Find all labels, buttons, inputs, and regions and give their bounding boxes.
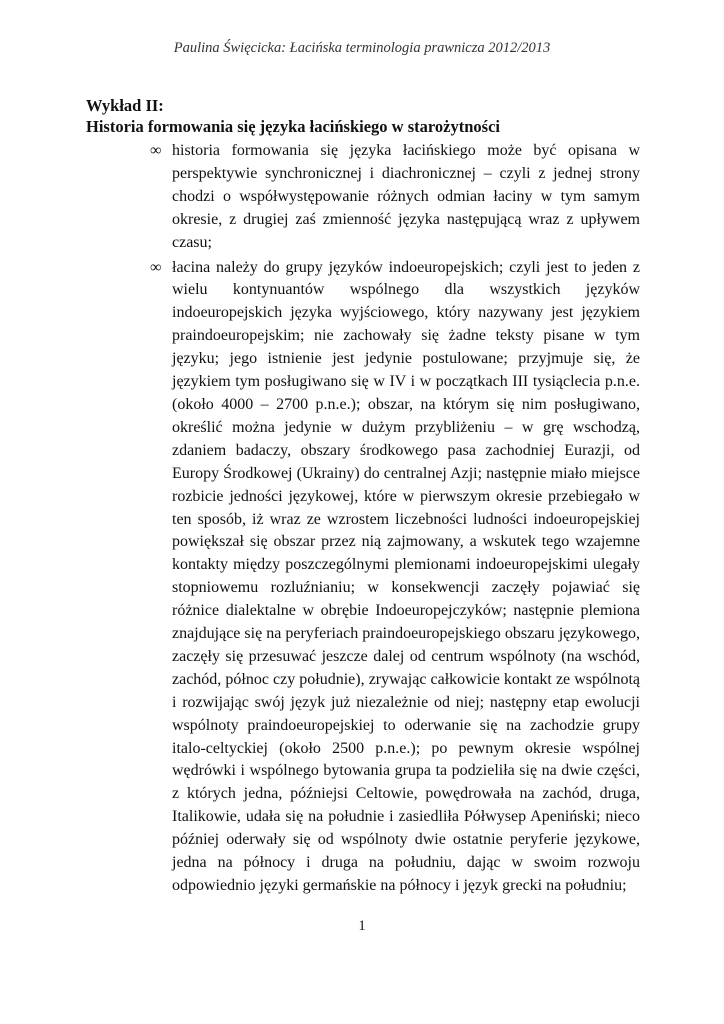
list-item: [150, 257, 640, 898]
running-header: Paulina Święcicka: Łacińska terminologia prawnicza 2012/2013: [173, 40, 551, 56]
bullet-text: historia formowania się języka łacińskiego może być opisana w perspektywie synchronicznej i diachronicznej – czyli z jednej strony chodzi o współwystępowanie różnych odmian łaciny w tym samym okresie, z drugiej zaś zmienność języka następującą wraz z upływem czasu;: [172, 142, 640, 251]
infinity-bullet-icon: ∞: [150, 258, 162, 276]
lecture-number: Wykład II:: [86, 96, 164, 115]
infinity-bullet-icon: ∞: [150, 142, 162, 159]
bullet-list: [150, 140, 640, 900]
bullet-text: łacina należy do grupy języków indoeuropejskich; czyli jest to jeden z wielu kontynuantów wspólnego dla wszystkich języków indoeuropejskich języka wyjściowego, który nazywany jest językiem praindoeuropejskim; nie zachowały się żadne teksty pisane w tym języku; jego istnienie jest jedynie postulowane; przyjmuje się, że językiem tym posługiwano się w IV i w początkach III tysiąclecia p.n.e. (około 4000 – 2700 p.n.e.); obszar, na którym się nim posługiwano, określić można jedynie w dużym przybliżeniu – w grę wschodzą, zdaniem badaczy, obszary środkowego pasa zachodniej Eurazji, od Europy Środkowej (Ukrainy) do centralnej Azji; następnie miało miejsce rozbicie jedności językowej, które w pierwszym okresie przebiegało w ten sposób, iż wraz ze wzrostem liczebności ludności indoeuropejskiej powiększał się obszar przez nią zajmowany, a wskutek tego wzajemne kontakty między poszczególnymi plemionami indoeuropejskimi ulegały stopniowemu rozluźnianiu; w konsekwencji zaczęły pojawiać się różnice dialektalne w obrębie Indoeuropejczyków; następnie plemiona znajdujące się na peryferiach praindoeuropejskiego obszaru językowego, zaczęły się przesuwać jeszcze dalej od centrum wspólnoty (na wschód, zachód, północ czy południe), zrywając całkowicie kontakt ze wspólnotą i rozwijając swój język już niezależnie od niej; następny etap ewolucji wspólnoty praindoeuropejskiej to oderwanie się na zachodzie grupy italo-celtyckiej (około 2500 p.n.e.); po pewnym okresie wspólnej wędrówki i wspólnego bytowania grupa ta podzieliła się na dwie części, z których jedna, późniejsi Celtowie, powędrowała na zachód, druga, Italikowie, udała się na południe i zasiedliła Półwysep Apeniński; nieco później oderwały się od wspólnoty dwie ostatnie peryferie językowe, jedna na północy i druga na południu, dając w swoim rozwoju odpowiednio języki germańskie na północy i język grecki na południu;: [172, 258, 640, 894]
page-number: 1: [358, 918, 366, 934]
lecture-title: Historia formowania się języka łacińskiego w starożytności: [86, 117, 500, 136]
list-item: [150, 140, 640, 255]
